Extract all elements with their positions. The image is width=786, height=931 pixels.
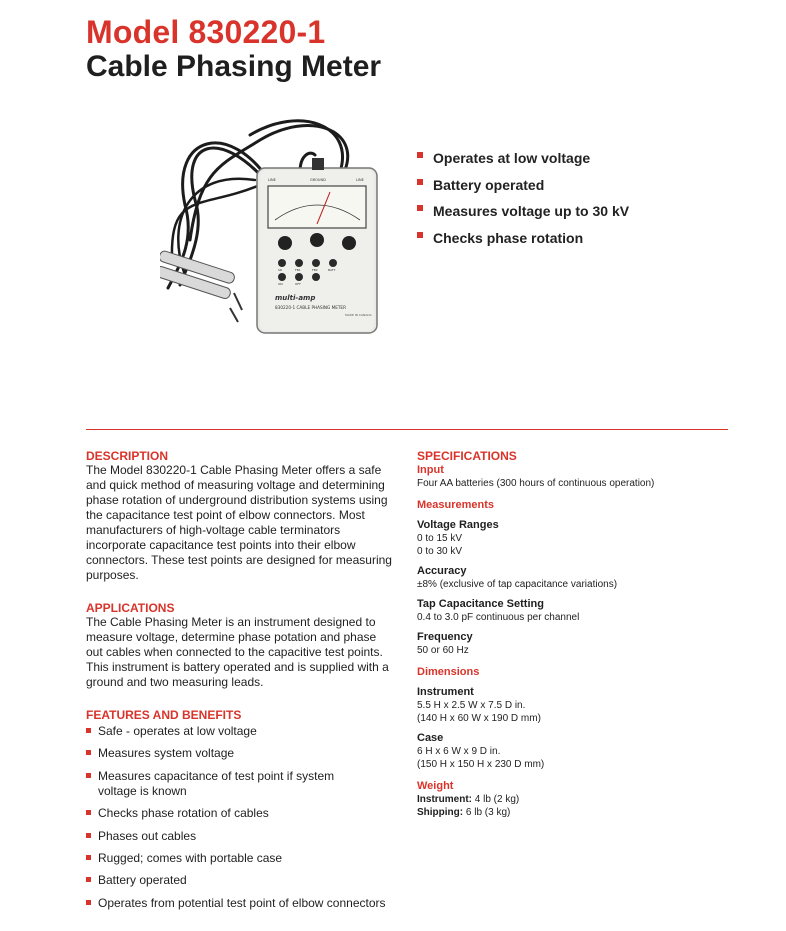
highlight-item: Operates at low voltage — [417, 148, 629, 175]
spec-weight-heading: Weight — [417, 780, 454, 792]
page-title-product: Cable Phasing Meter — [86, 50, 382, 83]
bullet-square-icon — [86, 728, 91, 733]
description-text: The Model 830220-1 Cable Phasing Meter offers a safe and quick method of measuring voltage and determining phase rotation of underground distribution systems using the capacitance test point of elbow connectors. Most manufacturers of high-voltage cable terminators incorporate capacitance test points into their elbow connectors. These test points are designed for measuring purposes. — [86, 463, 392, 582]
button-label-batt: BATT — [328, 268, 336, 272]
highlight-item: Battery operated — [417, 175, 629, 202]
applications-text: The Cable Phasing Meter is an instrument designed to measure voltage, determine phase potation and phase out cables when connected to the capacitive test points. This instrument is battery operated and is supplied with a ground and two measuring leads. — [86, 615, 389, 689]
highlight-item: Checks phase rotation — [417, 228, 629, 255]
feature-item: Operates from potential test point of elbow connectors — [86, 896, 396, 911]
button-label-fb2: FB2 — [312, 268, 318, 272]
applications-heading: APPLICATIONS — [86, 601, 175, 615]
spec-tap-value: 0.4 to 3.0 pF continuous per channel — [417, 612, 580, 623]
spec-voltage-range-2: 0 to 30 kV — [417, 546, 463, 557]
spec-voltage-range-1: 0 to 15 kV — [417, 533, 463, 544]
dial-label-ground: GROUND — [310, 178, 326, 182]
spec-weight-instrument: Instrument: 4 lb (2 kg) — [417, 794, 520, 805]
spec-input-value: Four AA batteries (300 hours of continuous operation) — [417, 478, 655, 489]
feature-item: Measures capacitance of test point if system voltage is known — [86, 769, 396, 799]
bullet-square-icon — [86, 810, 91, 815]
meter-made-in-label: MADE IN CANADA — [345, 313, 372, 317]
bullet-square-icon — [86, 900, 91, 905]
feature-item: Measures system voltage — [86, 746, 396, 761]
button-label-off: OFF — [295, 282, 301, 286]
bullet-square-icon — [417, 179, 423, 185]
spec-accuracy-value: ±8% (exclusive of tap capacitance variations) — [417, 579, 618, 590]
bullet-square-icon — [417, 232, 423, 238]
dial-label-line-left: LINE — [268, 178, 276, 182]
spec-case-dim-in: 6 H x 6 W x 9 D in. — [417, 746, 501, 757]
spec-case-dim-mm: (150 H x 150 H x 230 D mm) — [417, 759, 545, 770]
spec-frequency-label: Frequency — [417, 631, 473, 643]
feature-item: Safe - operates at low voltage — [86, 724, 396, 739]
spec-instrument-dim-label: Instrument — [417, 686, 474, 698]
button-label-fb1: FB1 — [295, 268, 301, 272]
spec-instrument-dim-mm: (140 H x 60 W x 190 D mm) — [417, 713, 541, 724]
feature-item: Battery operated — [86, 873, 396, 888]
features-list — [86, 724, 396, 911]
spec-measurements-heading: Measurements — [417, 499, 495, 511]
highlight-item: Measures voltage up to 30 kV — [417, 201, 629, 228]
spec-case-dim-label: Case — [417, 732, 444, 744]
section-divider — [86, 429, 728, 430]
meter-brand-label: multi-amp — [275, 294, 316, 302]
bullet-square-icon — [417, 205, 423, 211]
button-label-on: ON — [278, 282, 283, 286]
spec-tap-label: Tap Capacitance Setting — [417, 598, 544, 610]
spec-dimensions-heading: Dimensions — [417, 666, 480, 678]
specifications-column — [417, 449, 727, 819]
spec-instrument-dim-in: 5.5 H x 2.5 W x 7.5 D in. — [417, 700, 526, 711]
button-label-sr: SR — [278, 268, 282, 272]
left-column — [86, 449, 396, 918]
highlights-list — [417, 148, 629, 254]
bullet-square-icon — [86, 855, 91, 860]
meter-model-label: 830220-1 CABLE PHASING METER — [275, 305, 346, 310]
page-title-model: Model 830220-1 — [86, 14, 326, 50]
bullet-square-icon — [86, 833, 91, 838]
bullet-square-icon — [86, 750, 91, 755]
dial-label-line-right: LINE — [356, 178, 364, 182]
spec-input-heading: Input — [417, 464, 444, 476]
bullet-square-icon — [86, 773, 91, 778]
description-heading: DESCRIPTION — [86, 449, 169, 463]
bullet-square-icon — [86, 877, 91, 882]
feature-item: Checks phase rotation of cables — [86, 806, 396, 821]
features-heading: FEATURES AND BENEFITS — [86, 708, 242, 722]
product-photo — [160, 110, 400, 355]
spec-weight-shipping: Shipping: 6 lb (3 kg) — [417, 807, 511, 818]
bullet-square-icon — [417, 152, 423, 158]
spec-frequency-value: 50 or 60 Hz — [417, 645, 469, 656]
specifications-heading: SPECIFICATIONS — [417, 449, 517, 463]
feature-item: Rugged; comes with portable case — [86, 851, 396, 866]
spec-voltage-ranges-label: Voltage Ranges — [417, 519, 499, 531]
spec-accuracy-label: Accuracy — [417, 565, 467, 577]
feature-item: Phases out cables — [86, 829, 396, 844]
